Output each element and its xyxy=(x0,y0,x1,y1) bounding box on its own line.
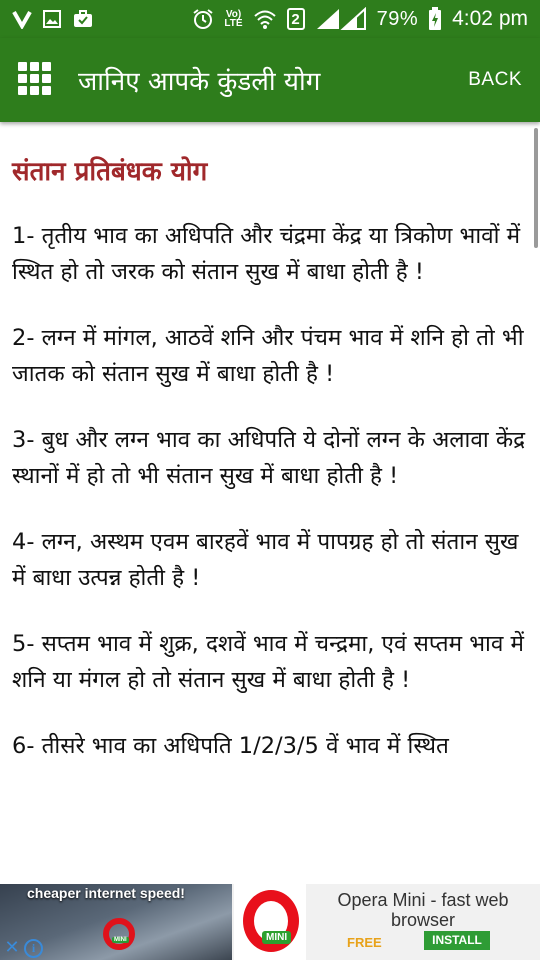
app-title: जानिए आपके कुंडली योग xyxy=(78,67,321,97)
paragraph-3: 3- बुध और लग्न भाव का अधिपति ये दोनों लग्न के अलावा केंद्र स्थानों में हो तो भी संतान सुख में बाधा होती है ! xyxy=(12,427,526,489)
clock-time: 4:02 pm xyxy=(452,7,528,30)
app-bar xyxy=(0,38,540,122)
wifi-icon xyxy=(253,8,277,30)
article-content[interactable] xyxy=(0,122,540,884)
ad-title[interactable]: Opera Mini - fast web browser xyxy=(337,890,509,930)
ad-logo-tag: MINI xyxy=(262,931,291,944)
volte-bottom-text: LTE xyxy=(224,18,243,29)
ad-free-label: FREE xyxy=(347,935,382,950)
status-bar-left xyxy=(12,9,94,29)
battery-icon xyxy=(428,7,442,31)
ad-info-icon[interactable]: i xyxy=(24,939,43,958)
ad-banner[interactable] xyxy=(0,884,540,960)
status-bar-right xyxy=(192,7,528,31)
volte-indicator xyxy=(224,10,242,28)
sim-slot-badge: 2 xyxy=(287,8,305,30)
briefcase-icon xyxy=(72,9,94,29)
paragraph-6: 6- तीसरे भाव का अधिपति 1/2/3/5 वें भाव में स्थित xyxy=(12,733,449,759)
paragraph-2: 2- लग्न में मांगल, आठवें शनि और पंचम भाव में शनि हो तो भी जातक को संतान सुख में बाधा होती है ! xyxy=(12,325,524,387)
signal-icon xyxy=(315,7,367,31)
ad-small-logo-tag: MINI xyxy=(114,937,127,943)
paragraph-1: 1- तृतीय भाव का अधिपति और चंद्रमा केंद्र या त्रिकोण भावों में स्थित हो तो जरक को संतान सुख में बाधा होती है ! xyxy=(12,223,521,285)
back-button[interactable]: BACK xyxy=(468,69,522,90)
paragraph-4: 4- लग्न, अस्थम एवम बारहवें भाव में पापग्रह हो तो संतान सुख में बाधा उत्पन्न होती है ! xyxy=(12,529,519,591)
battery-percent: 79% xyxy=(376,7,419,30)
ad-install-button[interactable]: INSTALL xyxy=(424,931,490,950)
alarm-icon xyxy=(192,8,214,30)
paragraph-5: 5- सप्तम भाव में शुक्र, दशवें भाव में चन्द्रमा, एवं सप्तम भाव में शनि या मंगल हो तो संतान सुख में बाधा होती है ! xyxy=(12,631,524,693)
volte-top-text: Vo) xyxy=(225,9,242,20)
status-bar xyxy=(0,0,540,38)
grid-menu-icon[interactable] xyxy=(18,62,54,98)
ad-photo-text: cheaper internet speed! xyxy=(27,885,185,901)
image-icon xyxy=(42,9,62,29)
scrollbar[interactable] xyxy=(534,128,538,248)
opera-small-logo-icon xyxy=(103,918,135,950)
v-icon xyxy=(12,9,32,29)
ad-close-icon[interactable]: ✕ xyxy=(4,937,20,958)
section-title: संतान प्रतिबंधक योग xyxy=(12,157,208,187)
